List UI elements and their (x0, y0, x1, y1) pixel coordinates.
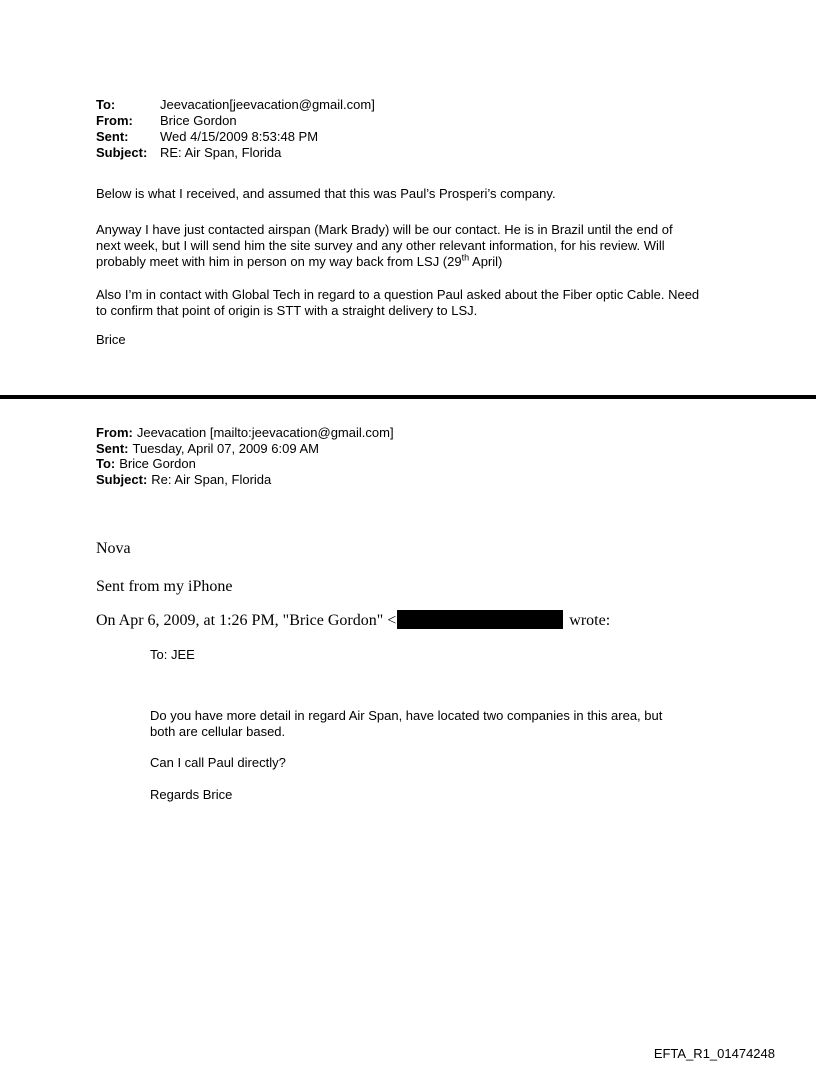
header-label: From: (96, 425, 133, 440)
header-row-from (96, 113, 720, 129)
header-value: Jeevacation [mailto:jeevacation@gmail.com] (136, 425, 394, 440)
paragraph: Do you have more detail in regard Air Span, have located two companies in this area, but both are cellular based. (150, 708, 663, 739)
header-value: Brice Gordon (160, 113, 237, 128)
header-label: Subject: (96, 145, 148, 160)
header-label: Subject: (96, 471, 148, 487)
paragraph-text: April) (469, 254, 503, 269)
header-row-from (96, 425, 720, 441)
paragraph-text: Anyway I have just contacted airspan (Mark Brady) will be our contact. He is in Brazil until the end of next week, but I will send him the site survey and any other relevant information, for his review. Will probably meet with him in person on my way back from LSJ (29 (96, 222, 673, 269)
signature: Regards Brice (150, 787, 233, 802)
redaction-box (397, 610, 563, 629)
header-label: To: (96, 456, 116, 471)
email-top (0, 0, 816, 348)
header-row-subject (96, 472, 720, 488)
paragraph: Can I call Paul directly? (150, 755, 286, 770)
header-row-sent (96, 441, 720, 457)
quote-attribution-line (96, 610, 720, 631)
header-row-to (96, 456, 720, 472)
header-value: Re: Air Span, Florida (151, 471, 272, 487)
bates-number: EFTA_R1_01474248 (653, 1046, 775, 1061)
header-value: Jeevacation[jeevacation@gmail.com] (160, 97, 375, 112)
email-bottom (0, 399, 816, 803)
header-value: Wed 4/15/2009 8:53:48 PM (160, 129, 319, 144)
header-value: RE: Air Span, Florida (160, 145, 282, 160)
paragraph: Below is what I received, and assumed that this was Paul’s Prosperi’s company. (96, 186, 556, 201)
email-bottom-headers (96, 425, 720, 487)
header-label: Sent: (96, 129, 129, 144)
header-row-sent (96, 129, 720, 145)
reply-text: Nova (96, 540, 131, 557)
header-label: From: (96, 113, 133, 128)
email-top-body (96, 186, 700, 348)
quoted-message (150, 647, 670, 803)
email-top-headers (96, 97, 720, 161)
iphone-signature: Sent from my iPhone (96, 578, 233, 595)
header-value: Tuesday, April 07, 2009 6:09 AM (132, 440, 319, 456)
header-label: To: (96, 97, 116, 112)
header-row-to (96, 97, 720, 113)
header-value: Brice Gordon (119, 456, 196, 471)
signature: Brice (96, 332, 126, 347)
quote-attribution-text: On Apr 6, 2009, at 1:26 PM, "Brice Gordon" < (96, 612, 397, 629)
paragraph: Also I’m in contact with Global Tech in regard to a question Paul asked about the Fiber optic Cable. Need to confirm that point of origin is STT with a straight delivery to LSJ. (96, 287, 700, 318)
header-label: Sent: (96, 440, 129, 456)
paragraph (96, 222, 700, 270)
quoted-to-line: To: JEE (150, 647, 195, 662)
quote-attribution-text: wrote: (565, 612, 611, 629)
ordinal-superscript: th (461, 252, 470, 263)
header-row-subject (96, 145, 720, 161)
